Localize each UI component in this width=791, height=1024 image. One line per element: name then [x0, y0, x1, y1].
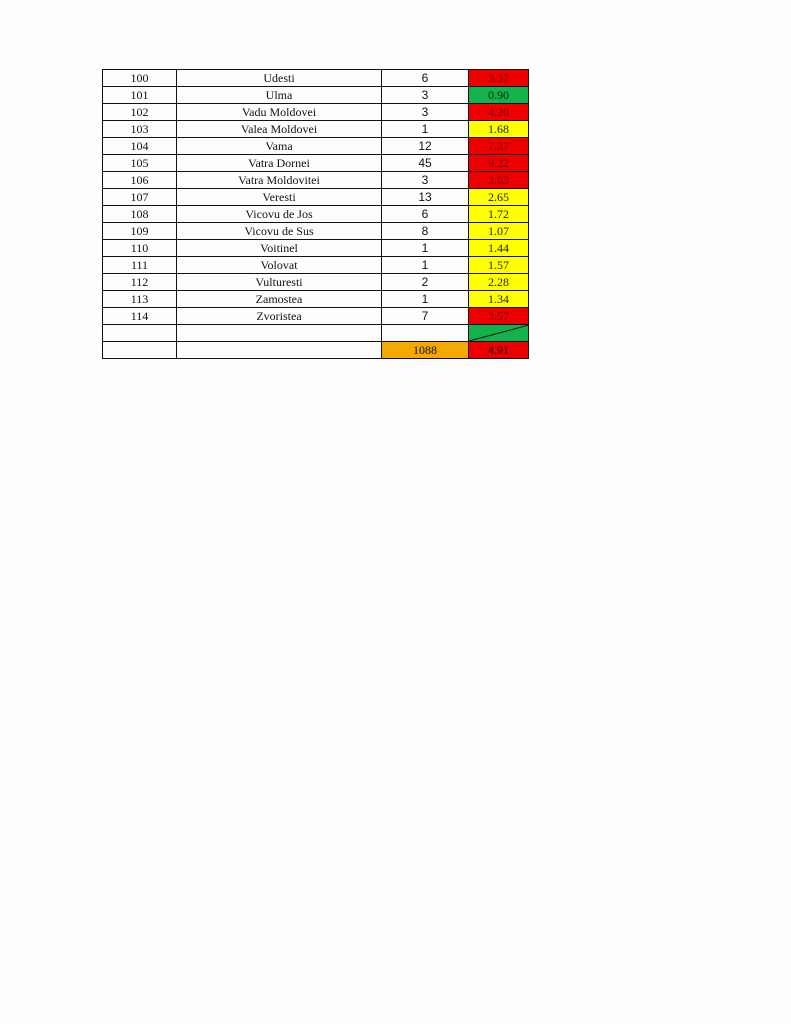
rate-cell[interactable]: 1.44 [469, 240, 529, 257]
rate-cell[interactable]: 1.34 [469, 291, 529, 308]
empty-count-cell[interactable] [382, 325, 469, 342]
locality-name-cell[interactable]: Vatra Dornei [177, 155, 382, 172]
row-number-cell[interactable]: 102 [103, 104, 177, 121]
row-number-cell[interactable]: 104 [103, 138, 177, 155]
locality-name-cell[interactable]: Zamostea [177, 291, 382, 308]
count-cell[interactable]: 1 [382, 121, 469, 138]
table-row [103, 104, 529, 121]
empty-cell [103, 342, 177, 359]
rate-cell[interactable]: 1.07 [469, 223, 529, 240]
table-row [103, 87, 529, 104]
empty-cell [103, 325, 177, 342]
green-diagonal-cell[interactable] [469, 325, 529, 342]
rate-cell[interactable]: 4.20 [469, 104, 529, 121]
row-number-cell[interactable]: 108 [103, 206, 177, 223]
table-row [103, 172, 529, 189]
count-cell[interactable]: 8 [382, 223, 469, 240]
row-number-cell[interactable]: 112 [103, 274, 177, 291]
locality-name-cell[interactable]: Vatra Moldovitei [177, 172, 382, 189]
table-row [103, 206, 529, 223]
table-row [103, 70, 529, 87]
total-row [103, 342, 529, 359]
row-number-cell[interactable]: 106 [103, 172, 177, 189]
table-row [103, 138, 529, 155]
rate-cell[interactable]: 3.57 [469, 308, 529, 325]
table-row [103, 257, 529, 274]
table-row [103, 308, 529, 325]
row-number-cell[interactable]: 110 [103, 240, 177, 257]
count-cell[interactable]: 45 [382, 155, 469, 172]
table-body [103, 70, 529, 325]
rate-cell[interactable]: 3.63 [469, 172, 529, 189]
table-row [103, 223, 529, 240]
empty-cell [177, 342, 382, 359]
count-cell[interactable]: 7 [382, 308, 469, 325]
locality-name-cell[interactable]: Vicovu de Sus [177, 223, 382, 240]
count-cell[interactable]: 1 [382, 257, 469, 274]
localities-table [102, 69, 529, 359]
diagonal-line-icon [469, 325, 529, 341]
total-rate-cell[interactable]: 4.91 [469, 342, 529, 359]
table-row [103, 291, 529, 308]
spreadsheet-page [102, 69, 528, 359]
count-cell[interactable]: 3 [382, 172, 469, 189]
row-number-cell[interactable]: 105 [103, 155, 177, 172]
rate-cell[interactable]: 0.90 [469, 87, 529, 104]
count-cell[interactable]: 3 [382, 104, 469, 121]
row-number-cell[interactable]: 103 [103, 121, 177, 138]
count-cell[interactable]: 1 [382, 240, 469, 257]
rate-cell[interactable]: 3.37 [469, 70, 529, 87]
row-number-cell[interactable]: 113 [103, 291, 177, 308]
count-cell[interactable]: 1 [382, 291, 469, 308]
count-cell[interactable]: 2 [382, 274, 469, 291]
rate-cell[interactable]: 9.22 [469, 155, 529, 172]
locality-name-cell[interactable]: Vama [177, 138, 382, 155]
rate-cell[interactable]: 2.65 [469, 189, 529, 206]
row-number-cell[interactable]: 107 [103, 189, 177, 206]
locality-name-cell[interactable]: Valea Moldovei [177, 121, 382, 138]
empty-cell [177, 325, 382, 342]
locality-name-cell[interactable]: Vicovu de Jos [177, 206, 382, 223]
rate-cell[interactable]: 1.72 [469, 206, 529, 223]
count-cell[interactable]: 6 [382, 70, 469, 87]
rate-cell[interactable]: 1.68 [469, 121, 529, 138]
locality-name-cell[interactable]: Vulturesti [177, 274, 382, 291]
row-number-cell[interactable]: 101 [103, 87, 177, 104]
count-cell[interactable]: 6 [382, 206, 469, 223]
row-number-cell[interactable]: 100 [103, 70, 177, 87]
table-row [103, 240, 529, 257]
count-cell[interactable]: 13 [382, 189, 469, 206]
table-footer [103, 325, 529, 359]
locality-name-cell[interactable]: Udesti [177, 70, 382, 87]
rate-cell[interactable]: 1.57 [469, 257, 529, 274]
row-number-cell[interactable]: 114 [103, 308, 177, 325]
table-row [103, 121, 529, 138]
locality-name-cell[interactable]: Ulma [177, 87, 382, 104]
table-row [103, 189, 529, 206]
rate-cell[interactable]: 2.28 [469, 274, 529, 291]
locality-name-cell[interactable]: Volovat [177, 257, 382, 274]
count-cell[interactable]: 12 [382, 138, 469, 155]
locality-name-cell[interactable]: Zvoristea [177, 308, 382, 325]
locality-name-cell[interactable]: Vadu Moldovei [177, 104, 382, 121]
rate-cell[interactable]: 7.37 [469, 138, 529, 155]
table-row [103, 274, 529, 291]
total-count-cell[interactable]: 1088 [382, 342, 469, 359]
count-cell[interactable]: 3 [382, 87, 469, 104]
row-number-cell[interactable]: 109 [103, 223, 177, 240]
table-row [103, 155, 529, 172]
locality-name-cell[interactable]: Veresti [177, 189, 382, 206]
locality-name-cell[interactable]: Voitinel [177, 240, 382, 257]
legend-row [103, 325, 529, 342]
row-number-cell[interactable]: 111 [103, 257, 177, 274]
